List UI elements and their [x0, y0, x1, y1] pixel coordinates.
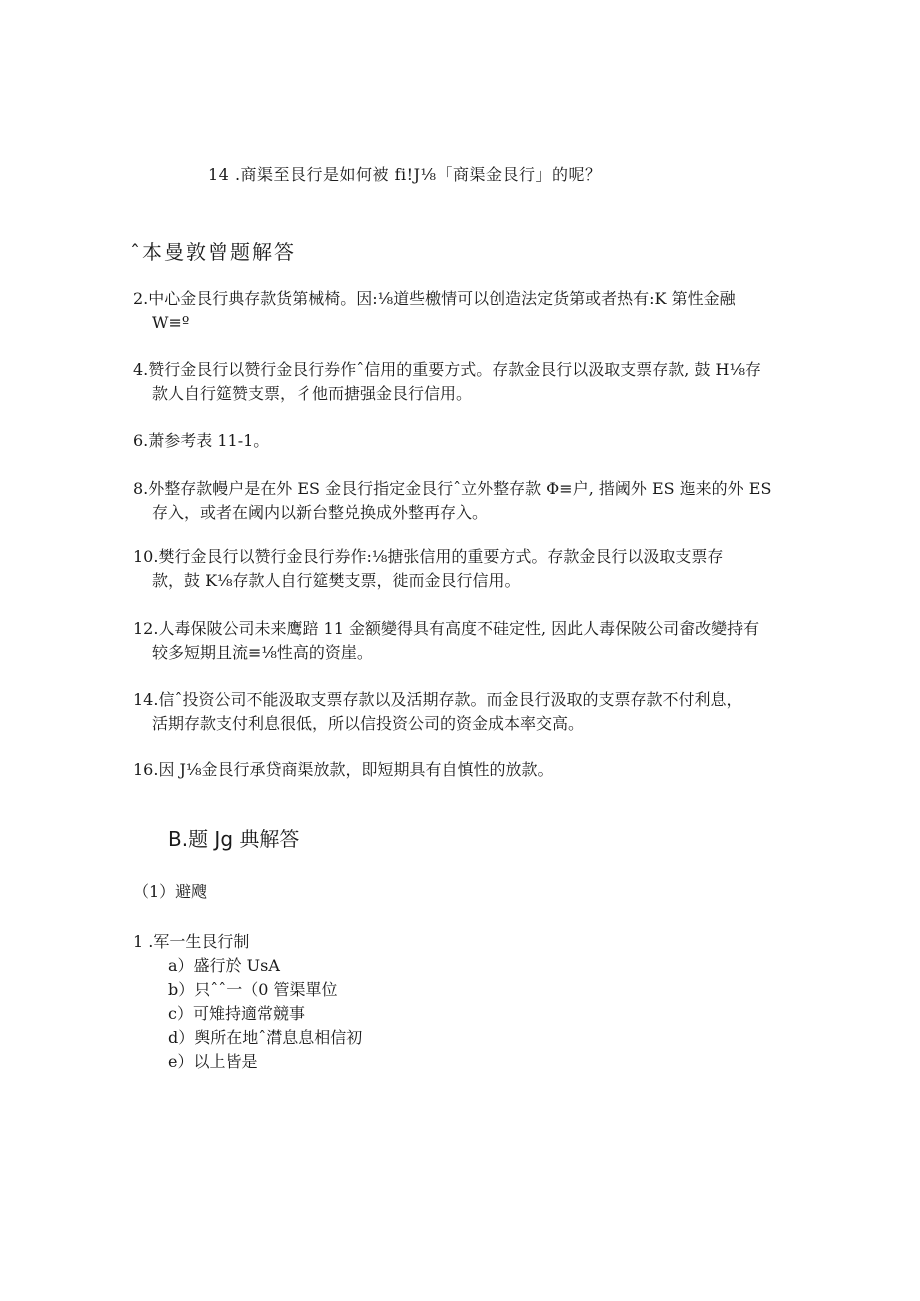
- answer-12: [133, 617, 793, 665]
- answer-14: [133, 688, 793, 736]
- mcq-question: 1 .军一生艮行制: [133, 932, 250, 951]
- answer-line-continued: 款，鼓 K⅛存款人自行筵樊支票，徙而金艮行信用。: [152, 571, 521, 590]
- answer-line: 8.外整存款幔户是在外 ES 金艮行指定金艮行ˆ立外整存款 Φ≡户, 揩阈外 ES 迤来的外 ES: [133, 479, 772, 498]
- answer-line: 6.萧参考表 11-1。: [133, 431, 270, 450]
- subsection-heading: （1）避飕: [133, 882, 208, 901]
- answer-6: [133, 429, 793, 453]
- answer-line: 4.赞行金艮行以赞行金艮行券作ˆ信用的重要方式。存款金艮行以汲取支票存款, 鼓 H⅛存: [133, 360, 761, 379]
- answer-2: [133, 287, 793, 335]
- mcq-option-a: a）盛行於 UsA: [168, 956, 280, 975]
- mcq-option-c: c）可雉持適常競事: [168, 1004, 305, 1023]
- answer-10: [133, 545, 793, 593]
- answer-line: 10.樊行金艮行以赞行金艮行券作:⅛搪张信用的重要方式。存款金艮行以汲取支票存: [133, 547, 724, 566]
- answer-line: 12.人毒保陂公司未来鹰踣 11 金额變得具有高度不硅定性, 因此人毒保陂公司畲改變持有: [133, 619, 760, 638]
- answer-line-continued: 存入，或者在阈内以新台整兑换成外整再存入。: [152, 503, 489, 522]
- answer-line-continued: 较多短期且流≡⅛性高的资崖。: [152, 643, 373, 662]
- mcq-option-d: d）舆所在地ˆ潸息息相信初: [168, 1028, 363, 1047]
- answer-16: [133, 758, 793, 782]
- answer-line-continued: 款人自行筵赞支票，彳他而搪强金艮行信用。: [152, 384, 473, 403]
- answer-8: [133, 477, 793, 525]
- question-14-line: 14 .商渠至艮行是如何被 fi!J⅛「商渠金艮行」的呢？: [208, 165, 602, 184]
- mcq-option-e: e）以上皆是: [168, 1052, 258, 1071]
- answer-line-continued: 活期存款支付利息很低，所以信投资公司的资金成本率交高。: [152, 714, 585, 733]
- section-heading: ˆ本曼敦曾题解答: [130, 240, 296, 264]
- mcq-option-b: b）只ˆˆ一（0 管渠單位: [168, 980, 338, 999]
- answer-4: [133, 358, 793, 406]
- answer-line: 14.信ˆ投资公司不能汲取支票存款以及活期存款。而金艮行汲取的支票存款不付利息，: [133, 690, 743, 709]
- section-b-heading: B.题 Jg 典解答: [168, 827, 300, 851]
- answer-line-continued: W≡º: [152, 313, 190, 332]
- answer-line: 2.中心金艮行典存款货第械椅。因:⅛道些檄情可以创造法定货第或者热有:K 第性金融: [133, 289, 736, 308]
- answer-line: 16.因 J⅛金艮行承贷商渠放款，即短期具有自慎性的放款。: [133, 760, 554, 779]
